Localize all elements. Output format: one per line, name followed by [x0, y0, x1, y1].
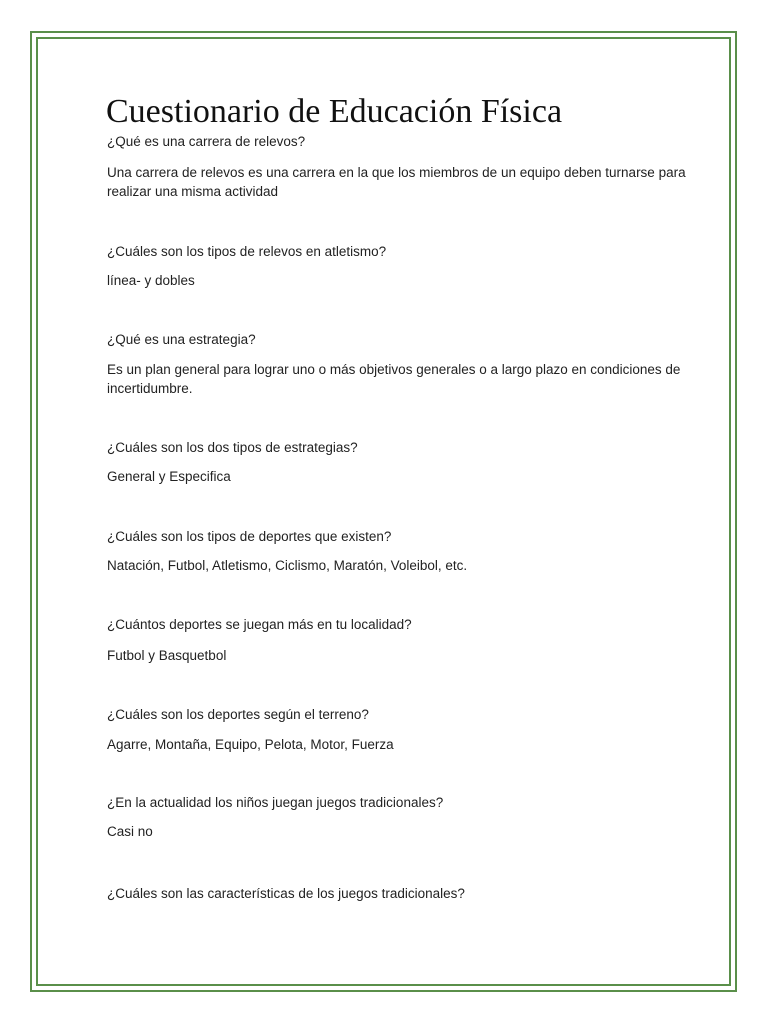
question-7: ¿Cuáles son los deportes según el terreno?: [107, 707, 369, 722]
answer-8: Casi no: [107, 824, 153, 839]
answer-7: Agarre, Montaña, Equipo, Pelota, Motor, Fuerza: [107, 737, 394, 752]
answer-4: General y Especifica: [107, 469, 231, 484]
question-1: ¿Qué es una carrera de relevos?: [107, 134, 306, 149]
answer-6: Futbol y Basquetbol: [107, 648, 227, 663]
answer-5: Natación, Futbol, Atletismo, Ciclismo, Maratón, Voleibol, etc.: [107, 558, 468, 573]
question-4: ¿Cuáles son los dos tipos de estrategias?: [107, 440, 358, 455]
answer-2: línea- y dobles: [107, 273, 195, 288]
question-5: ¿Cuáles son los tipos de deportes que existen?: [107, 529, 392, 544]
answer-1: Una carrera de relevos es una carrera en la que los miembros de un equipo deben turnarse para realizar una misma actividad: [107, 165, 686, 199]
document-title: Cuestionario de Educación Física: [106, 93, 563, 130]
question-2: ¿Cuáles son los tipos de relevos en atletismo?: [107, 244, 387, 259]
question-8: ¿En la actualidad los niños juegan juegos tradicionales?: [107, 795, 444, 810]
answer-3: Es un plan general para lograr uno o más objetivos generales o a largo plazo en condiciones de incertidumbre.: [107, 362, 681, 396]
question-6: ¿Cuántos deportes se juegan más en tu localidad?: [107, 617, 412, 632]
question-3: ¿Qué es una estrategia?: [107, 332, 256, 347]
question-9: ¿Cuáles son las características de los juegos tradicionales?: [107, 886, 465, 901]
